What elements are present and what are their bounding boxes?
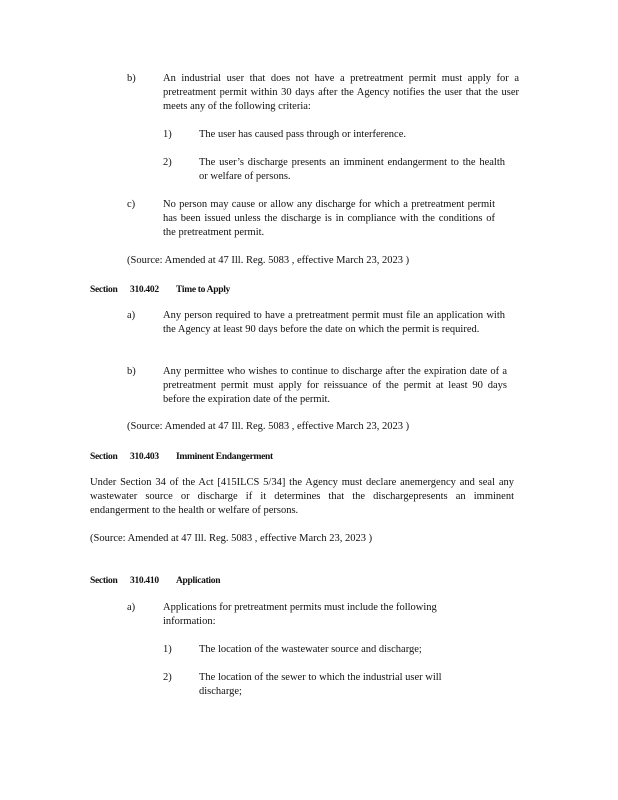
subsection-c-marker: c) (127, 199, 136, 210)
subsection-a-marker: a) (127, 310, 136, 321)
section-number: 310.403 (130, 452, 159, 462)
item-1-marker: 1) (163, 644, 172, 655)
source-note: (Source: Amended at 47 Ill. Reg. 5083 , effective March 23, 2023 ) (127, 255, 410, 266)
subsection-a-text: Any person required to have a pretreatment permit must file an application with the Agency at least 90 days before the date on which the permit is required. (163, 310, 505, 335)
source-note: (Source: Amended at 47 Ill. Reg. 5083 , effective March 23, 2023 ) (127, 421, 410, 432)
section-title: Time to Apply (176, 285, 230, 295)
section-label: Section (90, 576, 118, 586)
section-number: 310.402 (130, 285, 159, 295)
section-heading (90, 574, 220, 588)
item-2-marker: 2) (163, 672, 172, 683)
source-note: (Source: Amended at 47 Ill. Reg. 5083 , effective March 23, 2023 ) (90, 533, 373, 544)
item-2-marker: 2) (163, 157, 172, 168)
subsection-c-text: No person may cause or allow any discharge for which a pretreatment permit has been issued unless the discharge is in compliance with the conditions of the pretreatment permit. (163, 199, 495, 238)
item-2-text: The user’s discharge presents an imminent endangerment to the health or welfare of persons. (199, 157, 505, 182)
item-2-text: The location of the sewer to which the industrial user will discharge; (199, 672, 442, 697)
section-title: Application (176, 576, 221, 586)
subsection-b-text: An industrial user that does not have a pretreatment permit must apply for a pretreatment permit within 30 days after the Agency notifies the user that the user meets any of the following criteria: (163, 73, 519, 112)
section-title: Imminent Endangerment (176, 452, 273, 462)
subsection-b-text: Any permittee who wishes to continue to discharge after the expiration date of a pretreatment permit must apply for reissuance of the permit at least 90 days before the expiration date of the permit. (163, 366, 507, 405)
section-label: Section (90, 285, 118, 295)
section-paragraph: Under Section 34 of the Act [415ILCS 5/34] the Agency must declare anemergency and seal any wastewater source or discharge if it determines that the dischargepresents an imminent endangerment to the health or welfare of persons. (90, 477, 514, 516)
item-1-text: The location of the wastewater source and discharge; (199, 644, 422, 655)
subsection-a-marker: a) (127, 602, 136, 613)
subsection-a-text: Applications for pretreatment permits must include the following information: (163, 602, 437, 627)
section-label: Section (90, 452, 118, 462)
item-1-text: The user has caused pass through or interference. (199, 129, 407, 140)
subsection-b-marker: b) (127, 73, 136, 84)
subsection-b-marker: b) (127, 366, 136, 377)
section-heading (90, 283, 230, 297)
section-number: 310.410 (130, 576, 159, 586)
section-heading (90, 450, 273, 464)
item-1-marker: 1) (163, 129, 172, 140)
